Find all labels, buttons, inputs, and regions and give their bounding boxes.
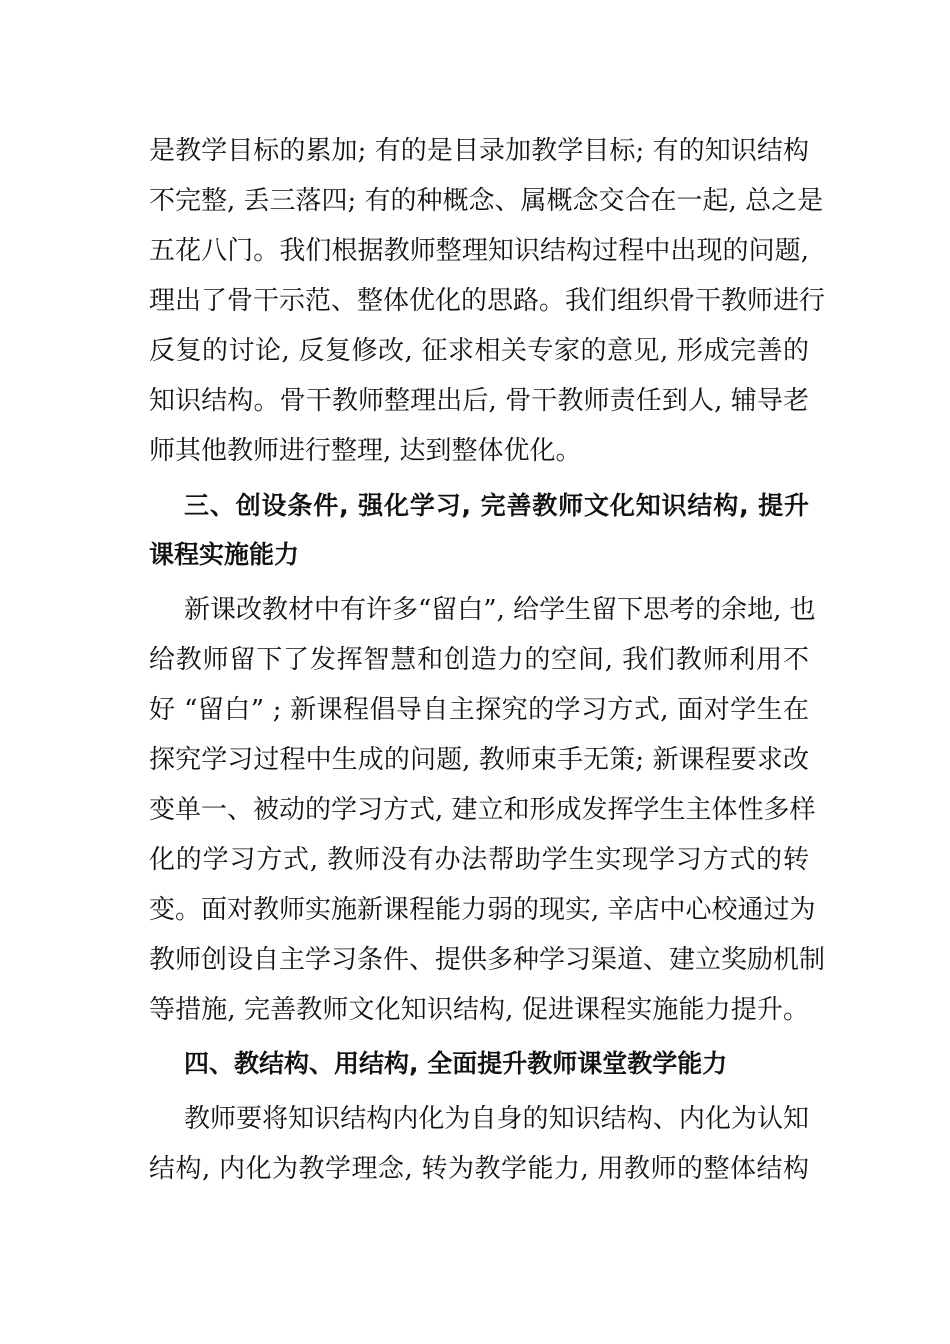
text-line: 给教师留下了发挥智慧和创造力的空间, 我们教师利用不 (149, 645, 809, 675)
text-line: 不完整, 丢三落四; 有的种概念、属概念交合在一起, 总之是 (149, 186, 824, 216)
text-line: 探究学习过程中生成的问题, 教师束手无策; 新课程要求改 (149, 745, 809, 775)
text-line: 结构, 内化为教学理念, 转为教学能力, 用教师的整体结构 (149, 1154, 809, 1184)
heading-line: 三、创设条件, 强化学习, 完善教师文化知识结构, 提升 (184, 491, 809, 520)
text-line: 师其他教师进行整理, 达到整体优化。 (149, 436, 582, 466)
heading-line: 四、教结构、用结构, 全面提升教师课堂教学能力 (184, 1049, 728, 1078)
heading-line: 课程实施能力 (149, 540, 300, 569)
text-line: 好 “留白” ; 新课程倡导自主探究的学习方式, 面对学生在 (149, 695, 809, 725)
text-line: 等措施, 完善教师文化知识结构, 促进课程实施能力提升。 (149, 995, 809, 1025)
text-line: 反复的讨论, 反复修改, 征求相关专家的意见, 形成完善的 (149, 336, 809, 366)
text-line: 教师创设自主学习条件、提供多种学习渠道、建立奖励机制 (149, 945, 826, 975)
text-line: 是教学目标的累加; 有的是目录加教学目标; 有的知识结构 (149, 136, 809, 166)
text-line: 理出了骨干示范、整体优化的思路。我们组织骨干教师进行 (149, 286, 826, 316)
text-line: 教师要将知识结构内化为自身的知识结构、内化为认知 (184, 1104, 809, 1134)
text-line: 知识结构。骨干教师整理出后, 骨干教师责任到人, 辅导老 (149, 386, 809, 416)
text-line: 新课改教材中有许多“留白”, 给学生留下思考的余地, 也 (184, 595, 816, 625)
text-line: 化的学习方式, 教师没有办法帮助学生实现学习方式的转 (149, 845, 809, 875)
text-line: 变单一、被动的学习方式, 建立和形成发挥学生主体性多样 (149, 795, 816, 825)
text-line: 变。面对教师实施新课程能力弱的现实, 辛店中心校通过为 (149, 895, 816, 925)
text-line: 五花八门。我们根据教师整理知识结构过程中出现的问题, (149, 236, 809, 266)
